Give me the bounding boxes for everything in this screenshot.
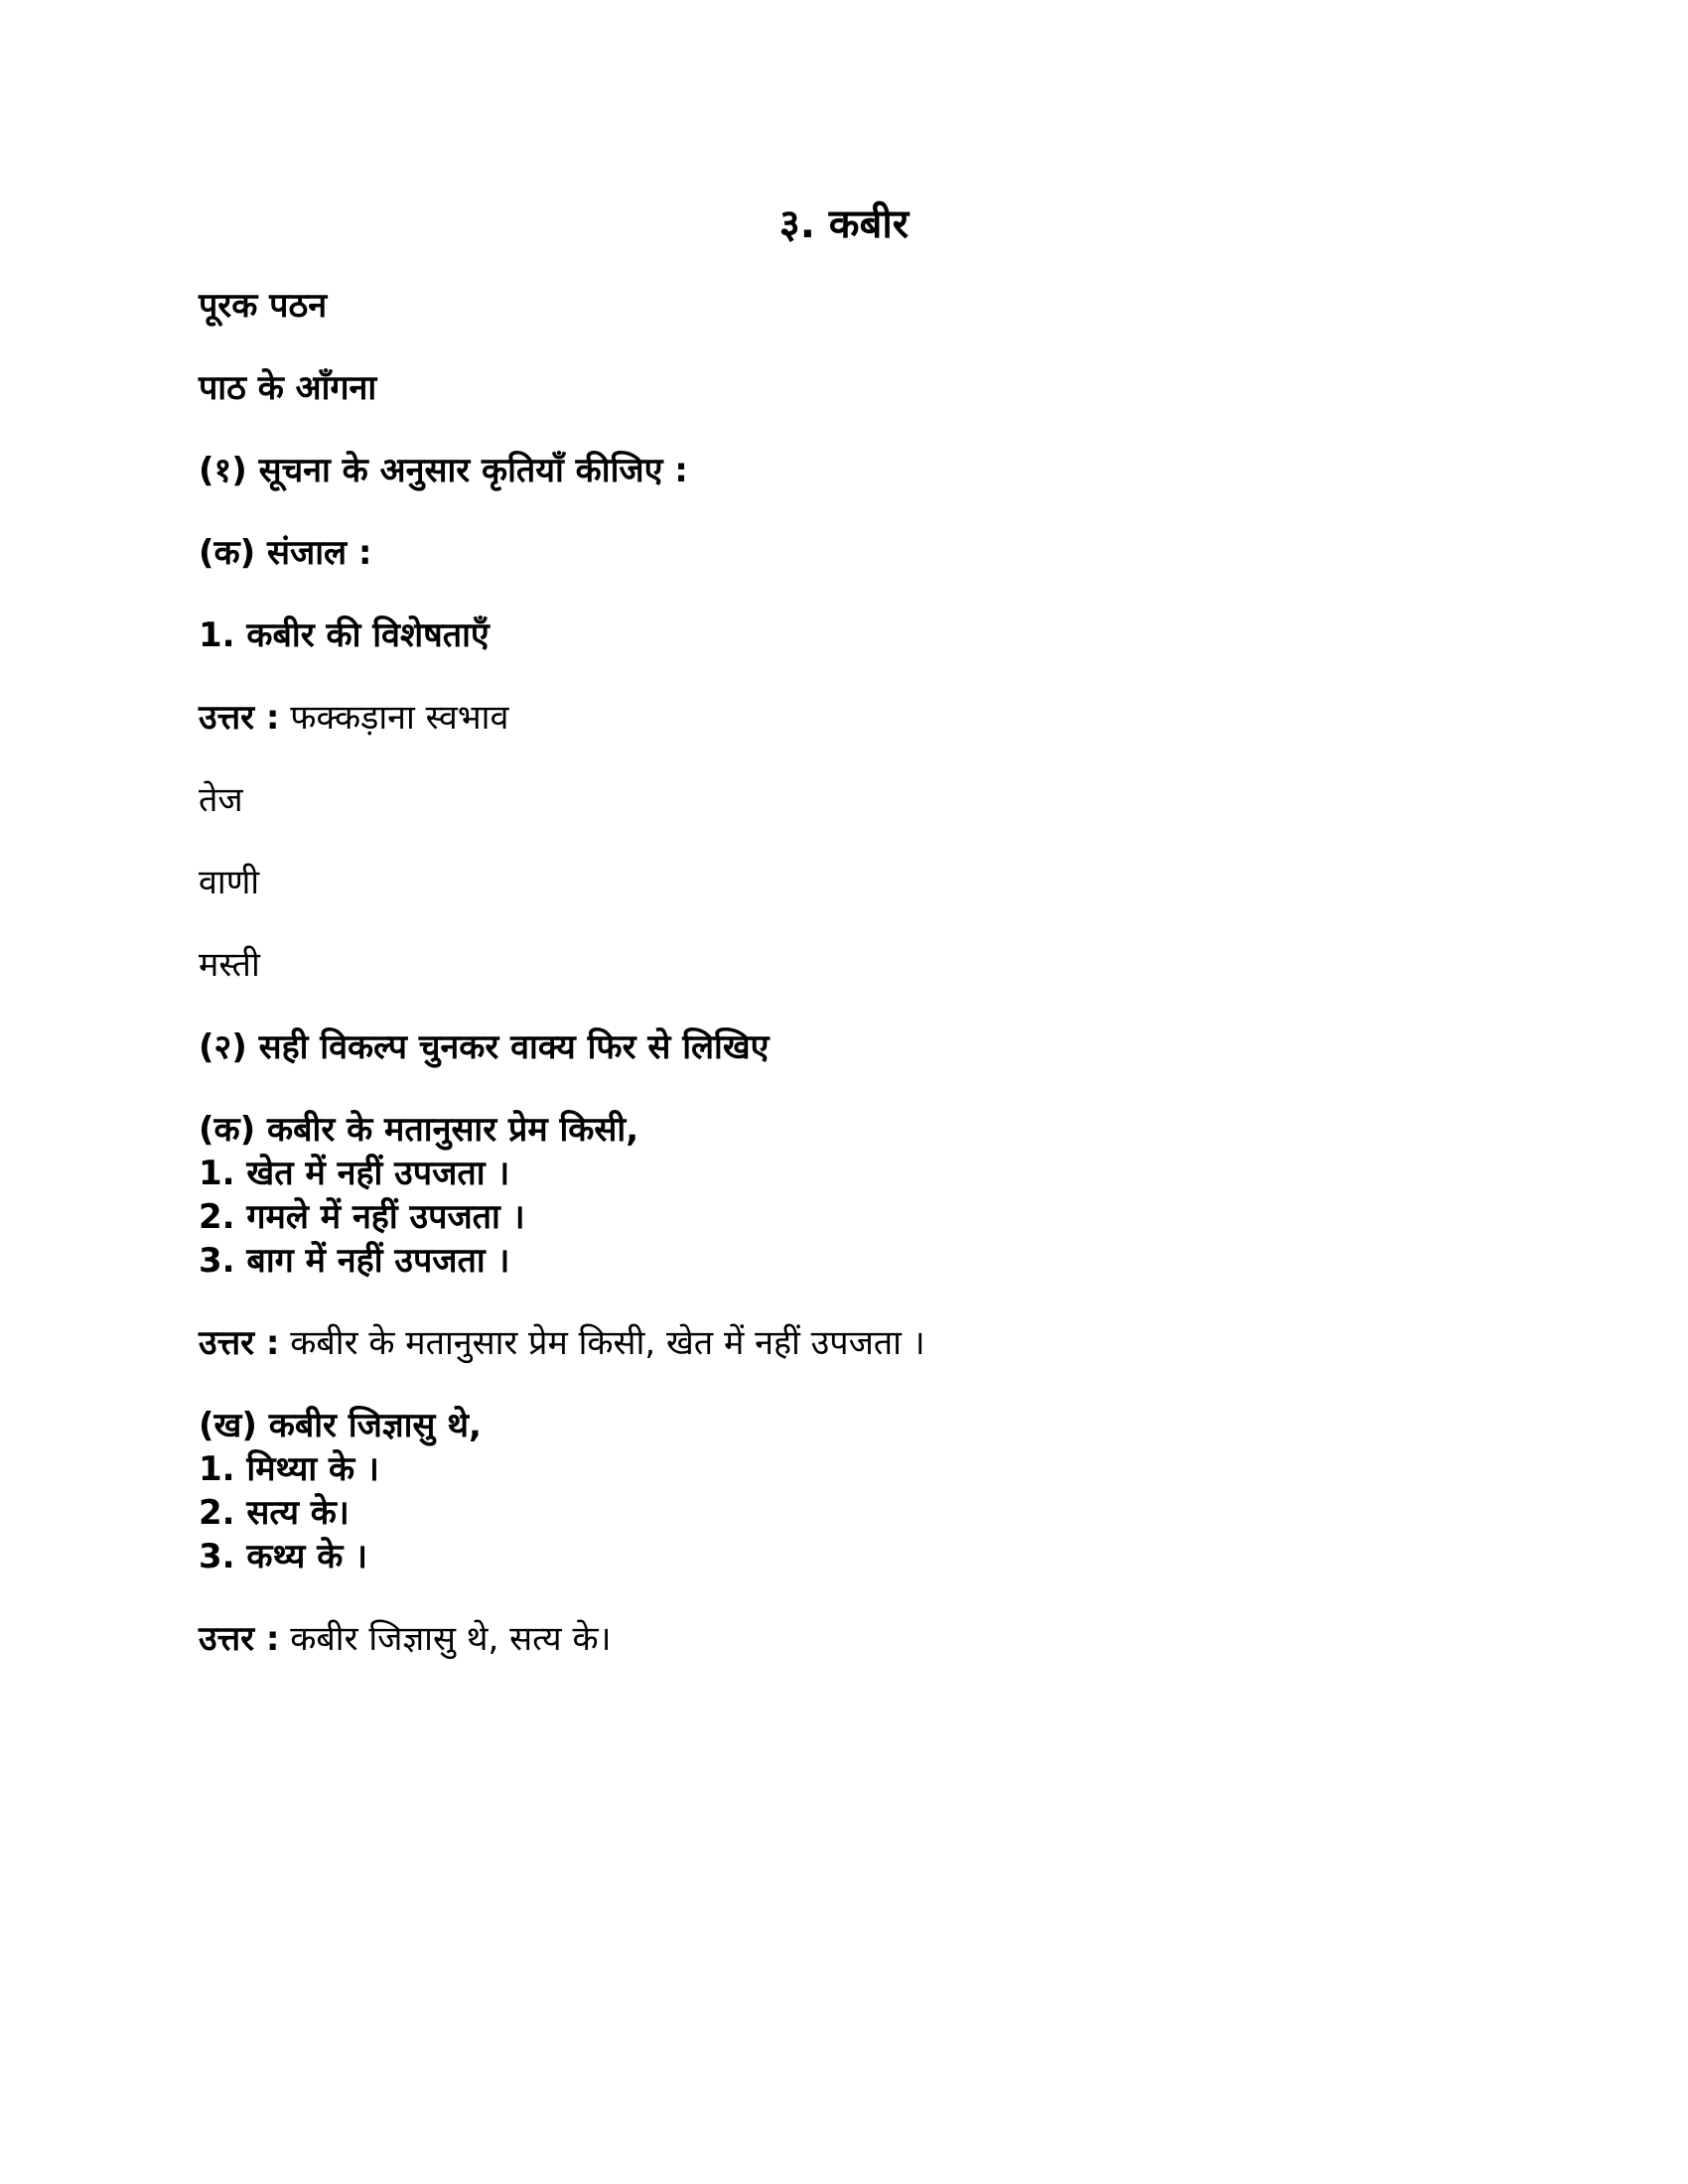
document-body (199, 284, 1489, 1661)
answer-text: फक्कड़ाना स्वभाव (290, 698, 509, 738)
question-2-part-a-stem: (क) कबीर के मतानुसार प्रेम किसी, (199, 1110, 639, 1150)
answer-list-item: मस्ती (199, 945, 260, 985)
question-1-item-heading: 1. कबीर की विशेषताएँ (199, 615, 490, 655)
option-item: 3. कथ्य के । (199, 1537, 368, 1576)
section-label: पूरक पठन (199, 286, 328, 326)
answer-label: उत्तर : (199, 698, 280, 738)
answer-list-item: वाणी (199, 863, 260, 902)
question-2-heading: (२) सही विकल्प चुनकर वाक्य फिर से लिखिए (199, 1027, 770, 1067)
question-2-part-b-answer (199, 1617, 1489, 1661)
subsection-label: पाठ के आँगना (199, 368, 377, 408)
option-item: 1. मिथ्या के । (199, 1449, 379, 1489)
answer-list-item: तेज (199, 780, 243, 820)
option-item: 2. गमले में नहीं उपजता । (199, 1197, 525, 1237)
question-2-part-b-stem: (ख) कबीर जिज्ञासु थे, (199, 1406, 482, 1445)
answer-label: उत्तर : (199, 1323, 280, 1363)
option-item: 2. सत्य के। (199, 1493, 350, 1533)
question-2-part-a-answer (199, 1321, 1489, 1365)
question-1-answer (199, 696, 1489, 740)
question-1-heading: (१) सूचना के अनुसार कृतियाँ कीजिए : (199, 451, 688, 490)
option-item: 3. बाग में नहीं उपजता । (199, 1241, 510, 1281)
question-1-part-a-heading: (क) संजाल : (199, 533, 372, 573)
page-title: ३. कबीर (778, 202, 910, 247)
answer-text: कबीर के मतानुसार प्रेम किसी, खेत में नहीं उपजता । (290, 1323, 925, 1363)
option-item: 1. खेत में नहीं उपजता । (199, 1154, 510, 1193)
answer-text: कबीर जिज्ञासु थे, सत्य के। (290, 1619, 612, 1659)
answer-label: उत्तर : (199, 1619, 280, 1659)
